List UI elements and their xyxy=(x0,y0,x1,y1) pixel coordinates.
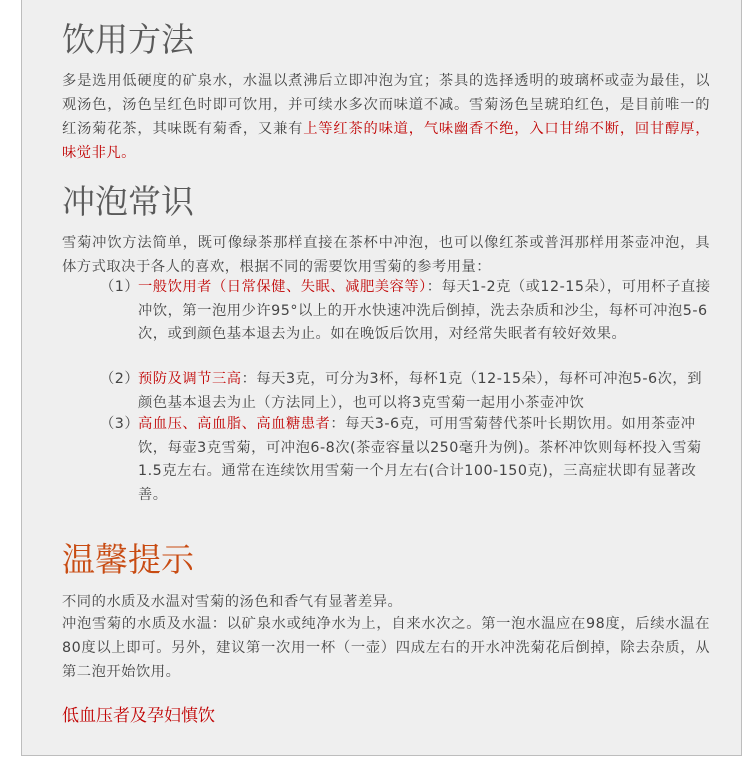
item-text: ：每天3克，可分为3杯，每杯1克（12-15朵），每杯可冲泡5-6次，到颜色基本退去为止（方法同上），也可以将3克雪菊一起用小茶壶冲饮 xyxy=(138,371,703,411)
drinking-method-heading: 饮用方法 xyxy=(62,20,194,59)
drinking-method-text: 多是选用低硬度的矿泉水，水温以煮沸后立即冲泡为宜；茶具的选择透明的玻璃杯或壶为最佳，以观汤色，汤色呈红色时即可饮用，并可续水多次而味道不减。雪菊汤色呈琥珀红色，是目前唯一的红汤菊花茶，其味既有菊香，又兼有 xyxy=(62,73,710,137)
item-text: ：每天1-2克（或12-15朵），可用杯子直接冲饮，第一泡用少许95°以上的开水快速冲洗后倒掉，洗去杂质和沙尘，每杯可冲泡5-6次，或到颜色基本退去为止。如在晚饭后饮用，对经常失眠者有较好效果。 xyxy=(138,279,711,342)
brewing-item-2 xyxy=(100,368,712,415)
item-number: （1） xyxy=(100,279,140,295)
item-number: （2） xyxy=(100,371,140,387)
caution-note: 低血压者及孕妇慎饮 xyxy=(62,706,215,726)
item-text: ：每天3-6克，可用雪菊替代茶叶长期饮用。如用茶壶冲饮，每壶3克雪菊，可冲泡6-8次(茶壶容量以250毫升为例)。茶杯冲饮则每杯投入雪菊1.5克左右。通常在连续饮用雪菊一个月左右(合计100-150克)，三高症状即有显著改善。 xyxy=(138,416,702,503)
warm-tips-heading: 温馨提示 xyxy=(62,540,194,579)
brewing-intro: 雪菊冲饮方法简单，既可像绿茶那样直接在茶杯中冲泡，也可以像红茶或普洱那样用茶壶冲泡，具体方式取决于各人的喜欢，根据不同的需要饮用雪菊的参考用量： xyxy=(62,235,710,275)
drinking-method-highlight: 上等红茶的味道，气味幽香不绝，入口甘绵不断，回甘醇厚，味觉非凡。 xyxy=(62,121,710,161)
item-label: 高血压、高血脂、高血糖患者 xyxy=(138,416,331,432)
tips-line-2: 冲泡雪菊的水质及水温：以矿泉水或纯净水为上，自来水次之。第一泡水温应在98度，后续水温在80度以上即可。另外，建议第一次用一杯（一壶）四成左右的开水冲洗菊花后倒掉，除去杂质，从第二泡开始饮用。 xyxy=(62,616,710,680)
item-label: 一般饮用者（日常保健、失眠、减肥美容等） xyxy=(138,279,427,295)
drinking-method-paragraph xyxy=(62,69,710,165)
content-panel xyxy=(21,0,742,756)
item-number: （3） xyxy=(100,416,140,432)
brewing-item-3 xyxy=(100,413,712,507)
tips-line-1: 不同的水质及水温对雪菊的汤色和香气有显著差异。 xyxy=(62,594,403,610)
brewing-item-1 xyxy=(100,276,712,347)
item-label: 预防及调节三高 xyxy=(138,371,242,387)
brewing-knowledge-heading: 冲泡常识 xyxy=(62,182,194,221)
